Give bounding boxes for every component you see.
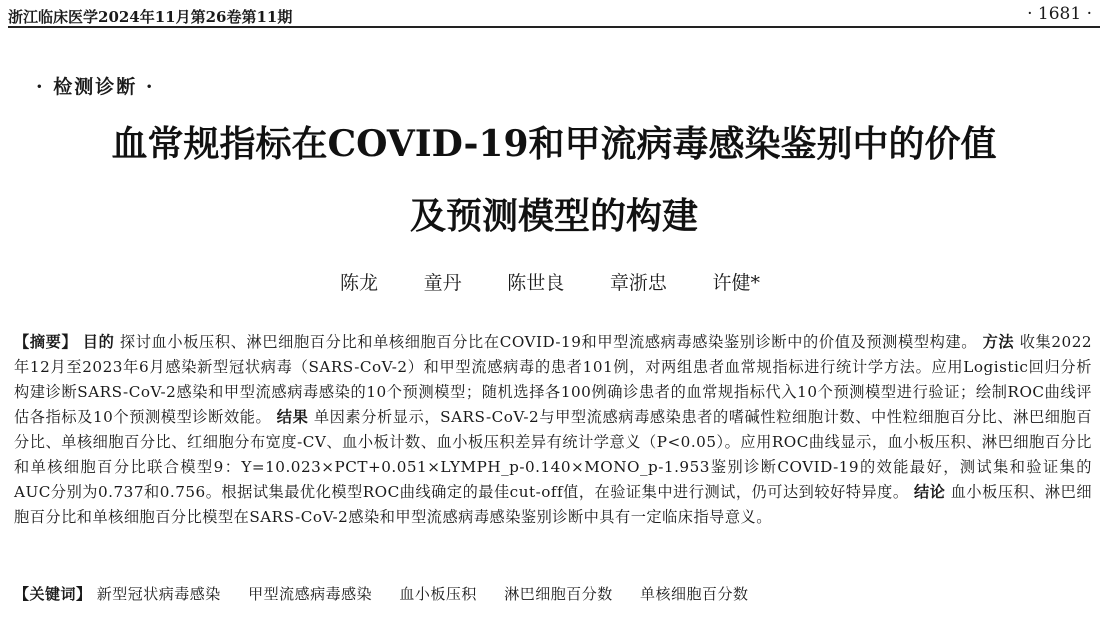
abstract-label: 【摘要】 [14, 333, 78, 351]
author: 许健* [712, 272, 760, 294]
results-text: 单因素分析显示，SARS-CoV-2与甲型流感病毒感染患者的嗜碱性粒细胞计数、中性粒细胞百分比、淋巴细胞百分比、单核细胞百分比、红细胞分布宽度-CV、血小板计数、血小板压积差异有统计学意义（P<0.05）。应用ROC曲线显示，血小板压积、淋巴细胞百分比和单核细胞百分比联合模型9：Y=10.023×PCT+0.051×LYMPH_p-0.140×MONO_p-1.953鉴别诊断COVID-19的效能最好，测试集和验证集的AUC分别为0.737和0.756。根据试集最优化模型ROC曲线确定的最佳cut-off值，在验证集中进行测试，仍可达到较好特异度。 [14, 408, 1093, 501]
conclusion-text: 血小板压积、淋巴细胞百分比和单核细胞百分比模型在SARS-CoV-2感染和甲型流感病毒感染鉴别诊断中具有一定临床指导意义。 [14, 483, 1093, 526]
page-number: · 1681 · [1027, 4, 1092, 24]
objective-label: 目的 [82, 333, 115, 351]
keywords [14, 583, 1092, 604]
keyword: 血小板压积 [399, 585, 477, 603]
abstract [14, 330, 1092, 530]
keyword: 甲型流感病毒感染 [248, 585, 373, 603]
objective-text: 探讨血小板压积、淋巴细胞百分比和单核细胞百分比在COVID-19和甲型流感病毒感染鉴别诊断中的价值及预测模型构建。 [119, 333, 978, 351]
conclusion-label: 结论 [913, 483, 946, 501]
running-header [8, 4, 1100, 28]
author: 陈龙 [340, 272, 379, 294]
journal-name: 浙江临床医学2024年11月第26卷第11期 [8, 8, 293, 26]
methods-text: 收集2022年12月至2023年6月感染新型冠状病毒（SARS-CoV-2）和甲型流感病毒的患者101例，对两组患者血常规指标进行统计学方法。应用Logistic回归分析构建诊断SARS-CoV-2感染和甲型流感病毒感染的10个预测模型；随机选择各100例确诊患者的血常规指标代入10个预测模型进行验证；绘制ROC曲线评估各指标及10个预测模型诊断效能。 [14, 333, 1093, 426]
column-heading: · 检测诊断 · [36, 76, 155, 98]
paper-title-line-2: 及预测模型的构建 [409, 195, 698, 237]
keyword: 新型冠状病毒感染 [96, 585, 221, 603]
author: 陈世良 [507, 272, 565, 294]
author-list [340, 268, 760, 295]
keyword: 淋巴细胞百分数 [504, 585, 613, 603]
author: 童丹 [423, 272, 462, 294]
paper-title-line-1: 血常规指标在COVID-19和甲流病毒感染鉴别中的价值 [111, 123, 997, 165]
methods-label: 方法 [982, 333, 1015, 351]
author: 章浙忠 [609, 272, 667, 294]
results-label: 结果 [276, 408, 309, 426]
keywords-label: 【关键词】 [14, 585, 92, 603]
keyword: 单核细胞百分数 [639, 585, 749, 603]
